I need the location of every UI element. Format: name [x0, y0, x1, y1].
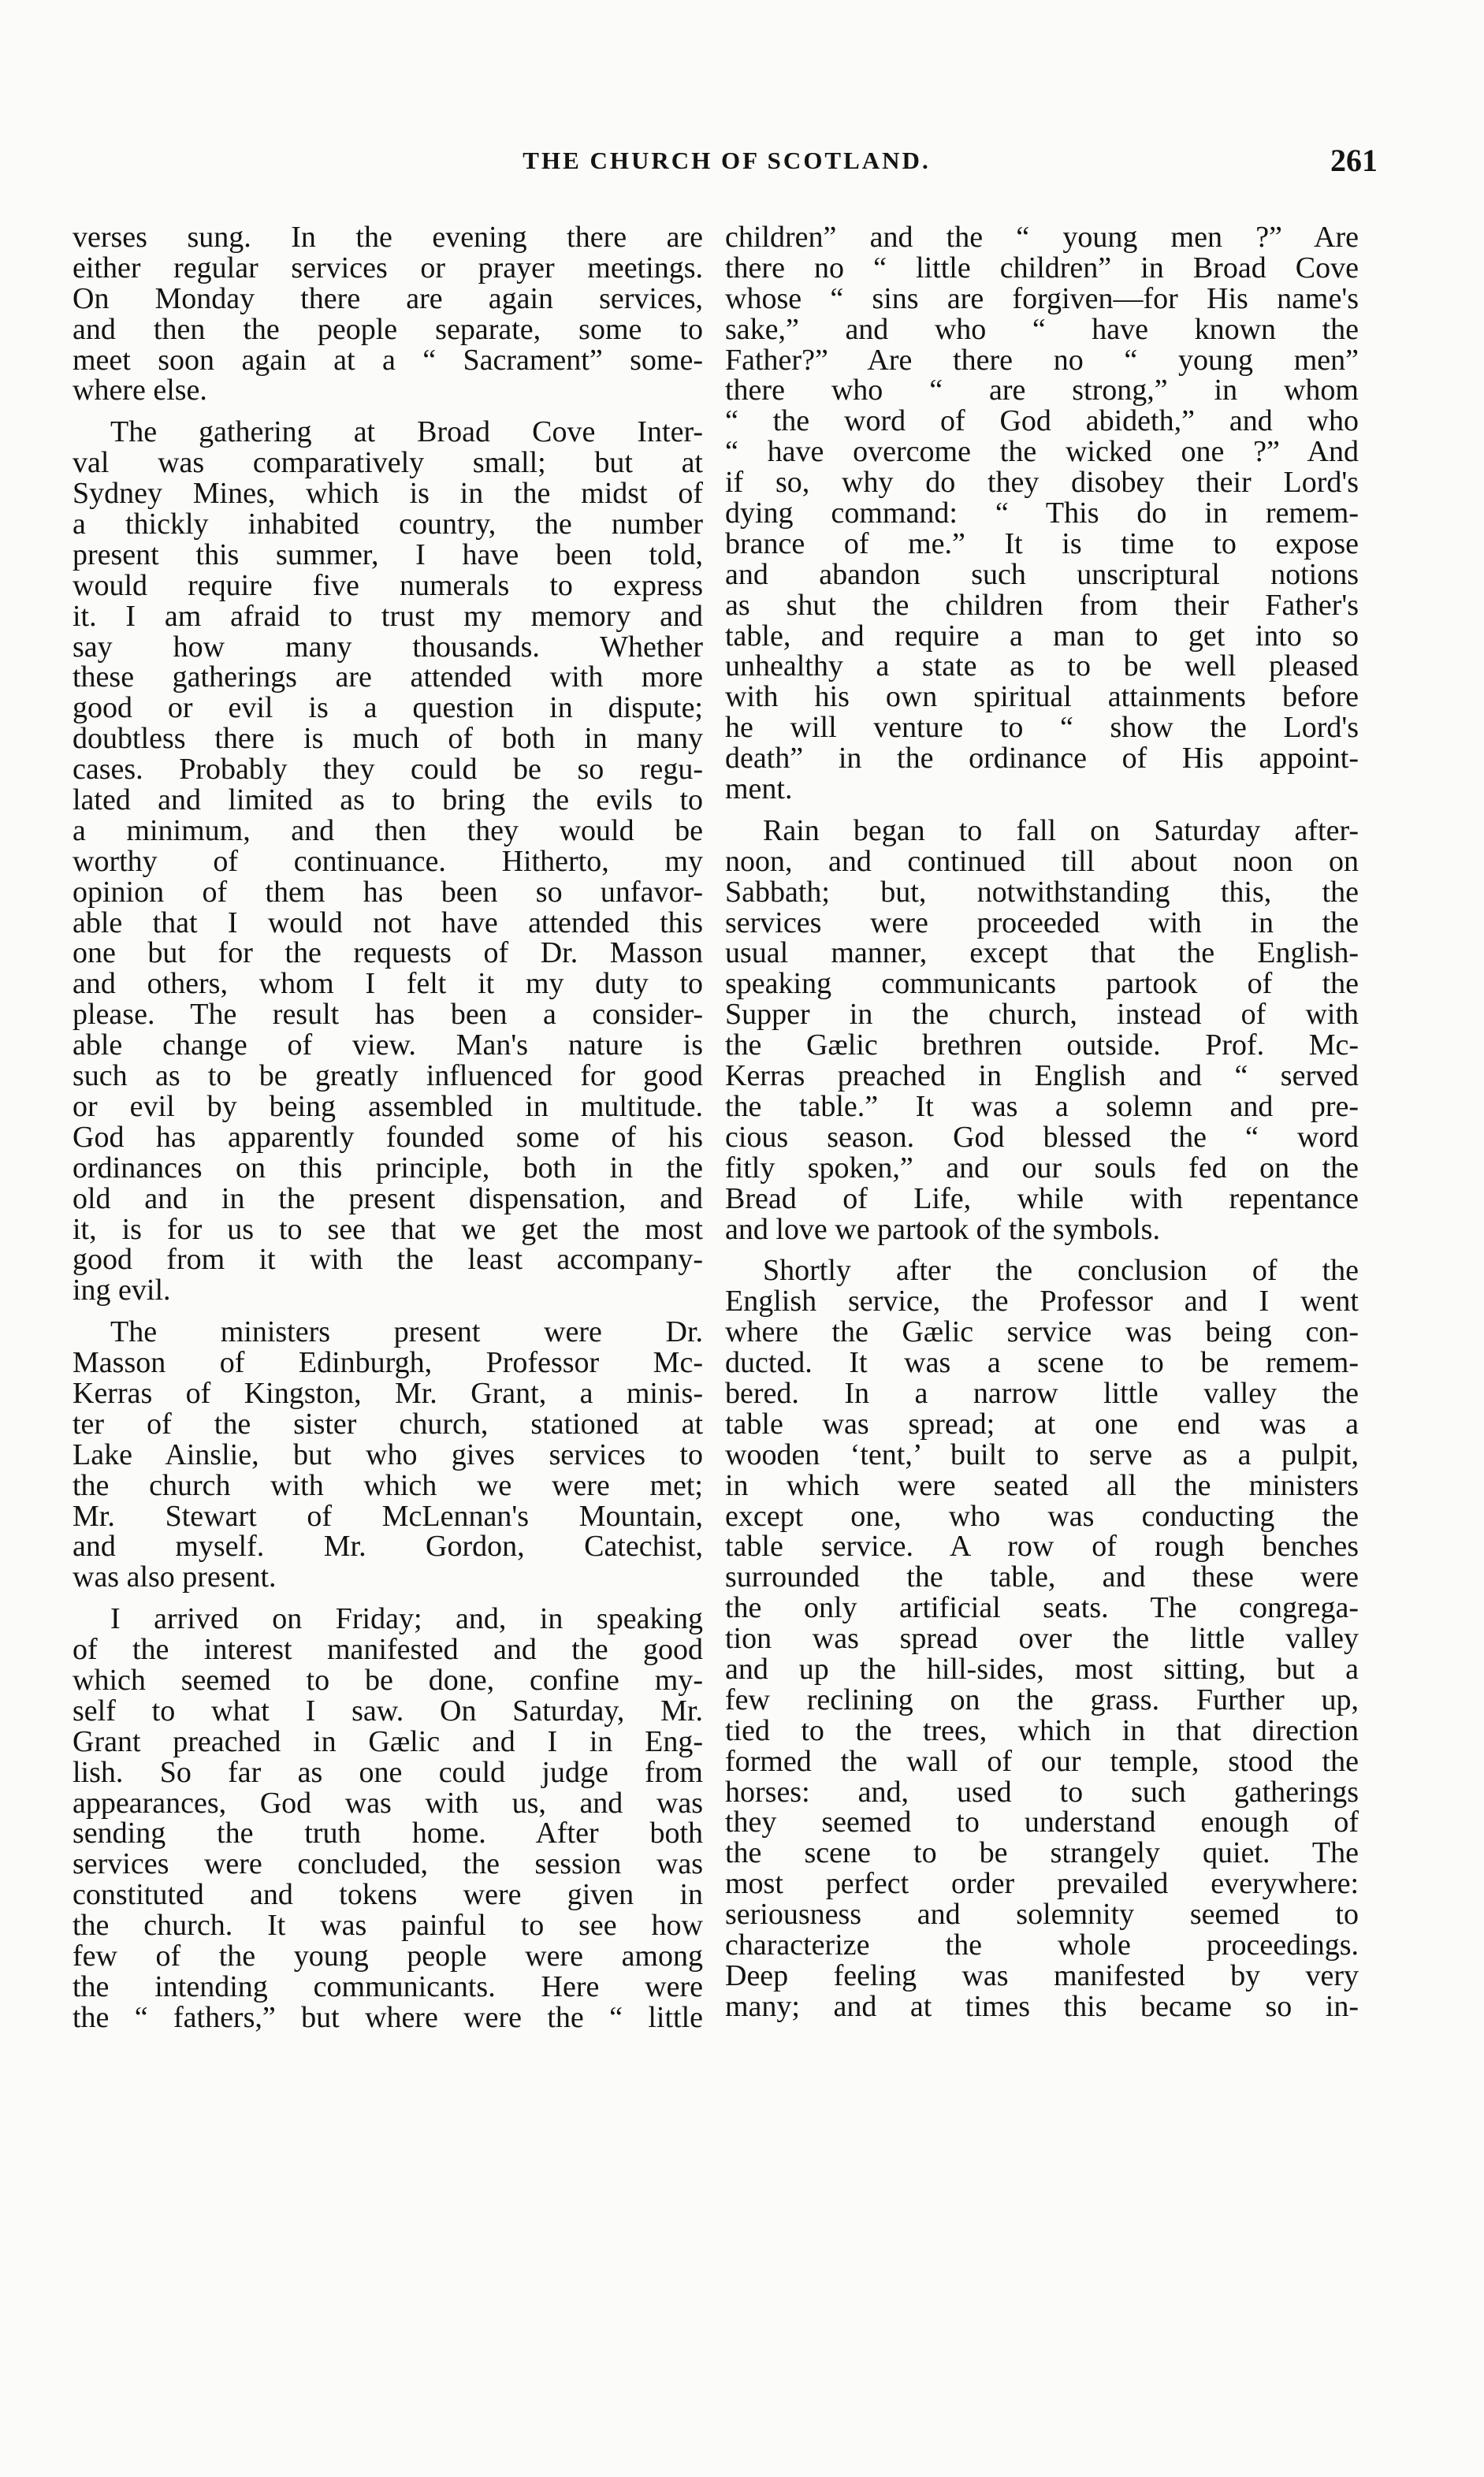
text-line: the table.” It was a solemn and pre-	[725, 1089, 1359, 1123]
text-line: and others, whom I felt it my duty to	[73, 967, 703, 1001]
text-line: the church with which we were met;	[73, 1468, 703, 1502]
text-line: table was spread; at one end was a	[725, 1407, 1359, 1441]
text-line: Deep feeling was manifested by very	[725, 1958, 1359, 1992]
text-line: The gathering at Broad Cove Inter-	[110, 415, 703, 449]
text-line: brance of me.” It is time to expose	[725, 526, 1359, 560]
text-line: Mr. Stewart of McLennan's Mountain,	[73, 1499, 703, 1533]
text-line: he will venture to “ show the Lord's	[725, 711, 1359, 745]
text-line: Grant preached in Gælic and I in Eng-	[73, 1724, 703, 1758]
text-line: good or evil is a question in dispute;	[73, 691, 703, 725]
text-line: worthy of continuance. Hitherto, my	[73, 844, 703, 878]
text-line: “ have overcome the wicked one ?” And	[725, 435, 1359, 469]
running-head	[73, 143, 1381, 194]
text-line: the scene to be strangely quiet. The	[725, 1836, 1359, 1870]
text-line: it. I am afraid to trust my memory and	[73, 599, 703, 633]
text-line: and love we partook of the symbols.	[725, 1212, 1160, 1246]
text-line: was also present.	[73, 1560, 277, 1594]
text-line: a thickly inhabited country, the number	[73, 508, 703, 541]
text-line: few of the young people were among	[73, 1939, 703, 1973]
text-line: there who “ are strong,” in whom	[725, 374, 1359, 407]
text-line: and myself. Mr. Gordon, Catechist,	[73, 1530, 703, 1564]
text-line: sake,” and who “ have known the	[725, 312, 1359, 346]
text-line: with his own spiritual attainments before	[725, 680, 1359, 714]
text-line: death” in the ordinance of His appoint-	[725, 742, 1359, 775]
text-line: bered. In a narrow little valley the	[725, 1376, 1359, 1410]
text-line: speaking communicants partook of the	[725, 967, 1359, 1001]
text-line: either regular services or prayer meetings.	[73, 251, 703, 285]
text-line: surrounded the table, and these were	[725, 1560, 1359, 1594]
text-line: services were concluded, the session was	[73, 1847, 703, 1881]
text-line: good from it with the least accompany-	[73, 1243, 703, 1277]
text-line: present this summer, I have been told,	[73, 537, 703, 571]
text-line: Rain began to fall on Saturday after-	[763, 813, 1359, 847]
text-line: able that I would not have attended this	[73, 906, 703, 939]
text-line: the only artificial seats. The congrega-	[725, 1591, 1359, 1625]
text-line: where else.	[73, 374, 207, 407]
text-line: cious season. God blessed the “ word	[725, 1120, 1359, 1154]
text-line: the intending communicants. Here were	[73, 1969, 703, 2003]
text-line: tion was spread over the little valley	[725, 1622, 1359, 1656]
text-line: table service. A row of rough benches	[725, 1530, 1359, 1564]
paragraph	[73, 1604, 703, 2033]
text-line: Kerras of Kingston, Mr. Grant, a minis-	[73, 1376, 703, 1410]
text-line: except one, who was conducting the	[725, 1499, 1359, 1533]
text-line: many; and at times this became so in-	[725, 1989, 1359, 2023]
text-line: where the Gælic service was being con-	[725, 1315, 1359, 1349]
text-line: self to what I saw. On Saturday, Mr.	[73, 1694, 703, 1728]
text-line: val was comparatively small; but at	[73, 446, 703, 480]
text-line: most perfect order prevailed everywhere:	[725, 1867, 1359, 1901]
text-line: formed the wall of our temple, stood the	[725, 1744, 1359, 1778]
running-title: THE CHURCH OF SCOTLAND.	[523, 147, 931, 174]
text-line: these gatherings are attended with more	[73, 660, 703, 694]
text-line: seriousness and solemnity seemed to	[725, 1898, 1359, 1932]
text-column-right	[725, 222, 1359, 2022]
text-line: such as to be greatly influenced for good	[73, 1059, 703, 1093]
text-line: ter of the sister church, stationed at	[73, 1407, 703, 1441]
text-line: one but for the requests of Dr. Masson	[73, 936, 703, 970]
text-line: and up the hill-sides, most sitting, but a	[725, 1652, 1359, 1686]
text-line: which seemed to be done, confine my-	[73, 1663, 703, 1697]
text-line: ordinances on this principle, both in the	[73, 1151, 703, 1185]
text-line: tied to the trees, which in that direction	[725, 1713, 1359, 1747]
text-line: able change of view. Man's nature is	[73, 1028, 703, 1062]
text-line: would require five numerals to express	[73, 568, 703, 602]
text-line: and abandon such unscriptural notions	[725, 557, 1359, 591]
text-line: cases. Probably they could be so regu-	[73, 753, 703, 787]
text-line: usual manner, except that the English-	[725, 936, 1359, 970]
text-line: the Gælic brethren outside. Prof. Mc-	[725, 1028, 1359, 1062]
text-line: Father?” Are there no “ young men”	[725, 343, 1359, 377]
text-line: the church. It was painful to see how	[73, 1909, 703, 1943]
text-line: old and in the present dispensation, and	[73, 1181, 703, 1215]
paragraph	[725, 222, 1359, 805]
text-line: dying command: “ This do in remem-	[725, 497, 1359, 530]
text-line: table, and require a man to get into so	[725, 619, 1359, 653]
text-line: in which were seated all the ministers	[725, 1468, 1359, 1502]
text-line: Shortly after the conclusion of the	[763, 1254, 1359, 1288]
text-line: noon, and continued till about noon on	[725, 844, 1359, 878]
paragraph	[73, 1317, 703, 1593]
text-line: I arrived on Friday; and, in speaking	[110, 1602, 703, 1636]
text-line: as shut the children from their Father's	[725, 588, 1359, 622]
text-line: Lake Ainslie, but who gives services to	[73, 1437, 703, 1471]
text-line: meet soon again at a “ Sacrament” some-	[73, 343, 703, 377]
page-number: 261	[1330, 143, 1378, 178]
text-line: Masson of Edinburgh, Professor Mc-	[73, 1346, 703, 1380]
text-line: “ the word of God abideth,” and who	[725, 404, 1359, 438]
paragraph	[73, 417, 703, 1306]
text-line: sending the truth home. After both	[73, 1817, 703, 1850]
text-line: Supper in the church, instead of with	[725, 998, 1359, 1032]
text-line: children” and the “ young men ?” Are	[725, 221, 1359, 254]
text-line: lated and limited as to bring the evils to	[73, 783, 703, 817]
text-line: English service, the Professor and I went	[725, 1285, 1359, 1318]
text-line: they seemed to understand enough of	[725, 1806, 1359, 1839]
text-line: services were proceeded with in the	[725, 906, 1359, 939]
text-line: ing evil.	[73, 1274, 171, 1307]
text-line: characterize the whole proceedings.	[725, 1928, 1359, 1962]
text-line: Bread of Life, while with repentance	[725, 1181, 1359, 1215]
text-line: Kerras preached in English and “ served	[725, 1059, 1359, 1093]
text-line: there no “ little children” in Broad Cove	[725, 251, 1359, 285]
text-line: horses: and, used to such gatherings	[725, 1775, 1359, 1809]
text-line: if so, why do they disobey their Lord's	[725, 466, 1359, 500]
text-line: say how many thousands. Whether	[73, 630, 703, 664]
text-line: constituted and tokens were given in	[73, 1878, 703, 1912]
text-line: ducted. It was a scene to be remem-	[725, 1346, 1359, 1380]
paragraph	[73, 222, 703, 406]
paragraph	[725, 813, 1359, 1246]
text-line: and then the people separate, some to	[73, 312, 703, 346]
text-line: Sabbath; but, notwithstanding this, the	[725, 875, 1359, 909]
text-line: appearances, God was with us, and was	[73, 1786, 703, 1820]
text-line: of the interest manifested and the good	[73, 1633, 703, 1667]
text-line: whose “ sins are forgiven—for His name's	[725, 281, 1359, 315]
text-line: doubtless there is much of both in many	[73, 722, 703, 756]
text-line: or evil by being assembled in multitude.	[73, 1089, 703, 1123]
text-line: ment.	[725, 772, 793, 806]
text-line: Sydney Mines, which is in the midst of	[73, 477, 703, 511]
text-line: The ministers present were Dr.	[110, 1315, 703, 1349]
text-line: wooden ‘tent,’ built to serve as a pulpit,	[725, 1437, 1359, 1471]
text-line: lish. So far as one could judge from	[73, 1755, 703, 1789]
paragraph	[725, 1255, 1359, 2021]
text-line: unhealthy a state as to be well pleased	[725, 649, 1359, 683]
text-line: the “ fathers,” but where were the “ little	[73, 2000, 703, 2034]
text-line: opinion of them has been so unfavor-	[73, 875, 703, 909]
text-line: it, is for us to see that we get the most	[73, 1212, 703, 1246]
text-line: a minimum, and then they would be	[73, 813, 703, 847]
text-line: On Monday there are again services,	[73, 281, 703, 315]
text-line: verses sung. In the evening there are	[73, 221, 703, 254]
text-line: fitly spoken,” and our souls fed on the	[725, 1151, 1359, 1185]
text-line: please. The result has been a consider-	[73, 998, 703, 1032]
text-line: God has apparently founded some of his	[73, 1120, 703, 1154]
text-line: few reclining on the grass. Further up,	[725, 1683, 1359, 1716]
text-column-left	[73, 222, 703, 2033]
